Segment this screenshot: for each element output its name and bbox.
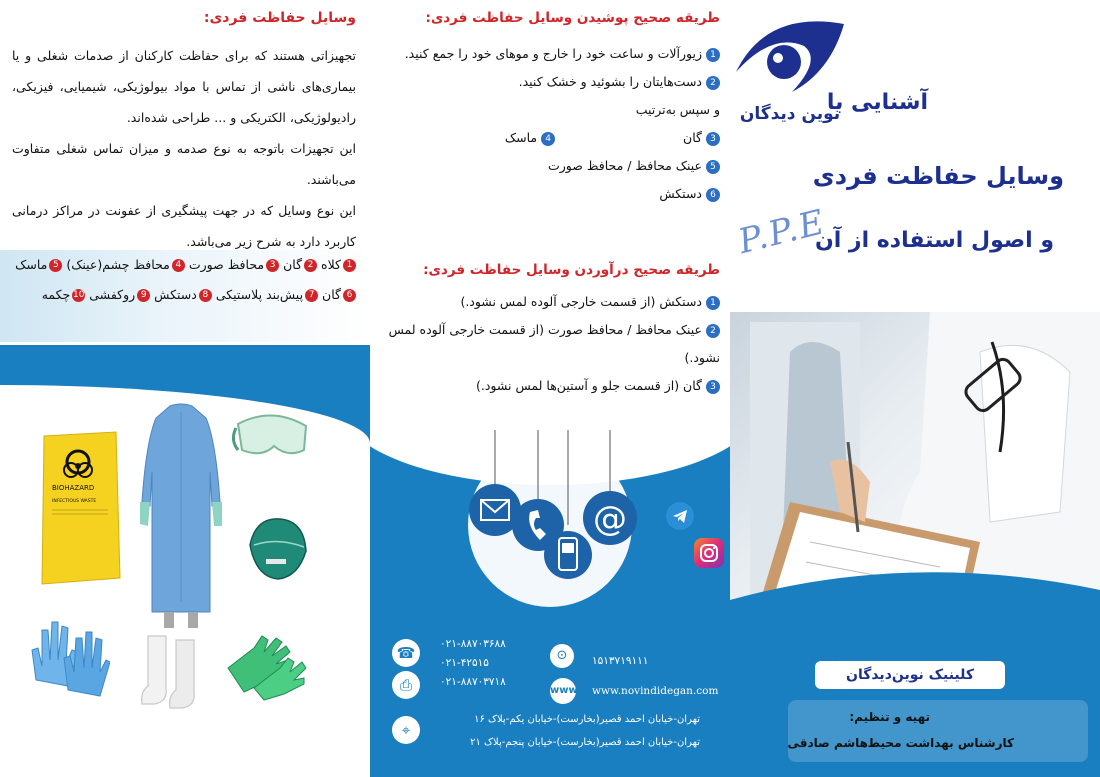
svg-text:@: @ [593,499,627,539]
list-item [380,372,720,400]
item-label: ماسک [15,257,48,272]
location-pin-icon: ⌖ [392,716,420,744]
green-gloves-image [224,628,308,702]
middle-panel [370,0,730,777]
contact-tags-graphic [450,430,650,630]
clinic-name-badge: کلینیک نوین‌دیدگان [815,661,1005,689]
item-label: چکمه [41,287,71,302]
address-line: تهران-خیابان احمد قصیر(بخارست)-خیابان پنجم-پلاک ۲۱ [470,737,700,748]
item-label: گان [283,257,303,272]
item-number: 6 [343,289,356,302]
list-item [66,257,185,272]
gown-image [136,402,226,632]
step-text: دست‌هایتان را بشوئید و خشک کنید. [518,74,702,89]
step-number: 4 [541,132,555,146]
list-item [283,257,317,272]
step-text: زیورآلات و ساعت خود را خارج و موهای خود را جمع کنید. [404,46,702,61]
list-item [15,257,62,272]
ppe-items-list [0,250,370,342]
donning-steps [380,40,720,208]
item-label: پیش‌بند پلاستیکی [215,287,304,302]
list-item [380,288,720,316]
credits-box [788,700,1088,762]
biohazard-label: BIOHAZARD [52,484,95,492]
shoe-covers-image [138,632,208,710]
donning-title: طریقه صحیح پوشیدن وسایل حفاظت فردی: [425,10,720,26]
list-item [154,287,212,302]
list-item [89,287,150,302]
website-link[interactable]: www.novindidegan.com [592,685,719,697]
definition-paragraph: تجهیزاتی هستند که برای حفاظت کارکنان از صدمات شغلی و یا بیماری‌های ناشی از تماس با مواد بیولوژیکی، شیمیایی، فیزیکی، رادیولوژیکی، الکتریکی و ... طراحی شده‌اند. [12,48,356,125]
prepared-label: تهیه و تنظیم: [849,710,930,724]
goggles-image [232,400,312,470]
address-line: تهران-خیابان احمد قصیر(بخارست)-خیابان یکم-پلاک ۱۶ [474,714,700,725]
phone-number: ۰۲۱-۸۸۷۰۳۷۱۸ [440,676,506,688]
list-item [216,287,318,302]
item-number: 3 [266,259,279,272]
item-label: گان [322,287,341,302]
definition-paragraph: این نوع وسایل که در جهت پیشگیری از عفونت در مراکز درمانی کاربرد دارد به شرح زیر می‌باشد. [12,203,356,249]
instagram-icon[interactable] [694,538,724,568]
step-number: 2 [706,324,720,338]
step-text: گان (از قسمت جلو و آستین‌ها لمس نشود.) [475,378,702,393]
author-name: هاشم صادقی [787,736,868,750]
step-number: 1 [706,48,720,62]
fax-icon: ⎙ [392,671,420,699]
step-text: ماسک [504,130,538,145]
item-label: محافظ صورت [188,257,265,272]
ppe-script-text: P.P.E [734,201,830,263]
step-text: عینک محافظ / محافظ صورت (از قسمت خارجی آلوده لمس نشود.) [388,322,720,365]
heading-sub: و اصول استفاده از آن [814,228,1054,253]
list-item [380,40,720,68]
heading-main: وسایل حفاظت فردی [812,162,1064,190]
step-text: دستکش [659,186,702,201]
sms-number: ۱۵۱۳۷۱۹۱۱۱ [592,655,649,667]
mask-image [246,515,310,585]
blue-gloves-image [28,610,110,700]
author-role: کارشناس بهداشت محیط [867,736,1014,750]
item-number: 10 [73,290,85,300]
logo-text: نوین دیدگان [739,104,841,124]
phone-number: ۰۲۱-۸۸۷۰۳۶۸۸ [440,638,506,650]
step-text: گان [683,130,702,145]
step-number: 3 [706,132,720,146]
list-item [189,257,279,272]
web-icon: www [550,678,576,704]
step-number: 3 [706,380,720,394]
biohazard-sublabel: INFECTIOUS WASTE [52,499,97,504]
list-item [380,316,720,372]
list-item [380,68,720,96]
definition-paragraph: این تجهیزات باتوجه به نوع صدمه و میزان تماس شغلی متفاوت می‌باشند. [12,141,356,187]
step-text: دستکش (از قسمت خارجی آلوده لمس نشود.) [460,294,702,309]
sms-pin-icon: ⊙ [550,644,574,668]
phone-number: ۰۲۱-۴۲۵۱۵ [440,657,489,669]
list-item [42,287,86,302]
list-item [380,180,720,208]
doffing-title: طریقه صحیح درآوردن وسایل حفاظت فردی: [423,262,720,278]
telegram-icon[interactable] [666,502,694,530]
item-number: 9 [137,289,150,302]
list-item [322,287,356,302]
step-number: 6 [706,188,720,202]
item-number: 1 [343,259,356,272]
eye-logo-icon [732,12,848,102]
item-label: دستکش [154,287,197,302]
telephone-icon: ☎ [392,639,420,667]
list-item [380,152,720,180]
donning-then: و سپس به‌ترتیب [635,102,720,117]
left-panel [0,0,370,777]
item-label: روکفشی [89,287,136,302]
list-item [380,124,720,152]
step-text: عینک محافظ / محافظ صورت [548,158,702,173]
ppe-definition-title: وسایل حفاظت فردی: [203,10,356,26]
item-label: محافظ چشم(عینک) [66,257,170,272]
heading-intro: آشنایی با [826,90,928,115]
step-number: 5 [706,160,720,174]
item-label: کلاه [321,257,341,272]
item-number: 2 [304,259,317,272]
item-number: 8 [199,289,212,302]
right-panel [730,0,1100,777]
item-number: 4 [172,259,185,272]
mobile-icon [544,531,592,579]
step-number: 1 [706,296,720,310]
item-number: 5 [49,259,62,272]
biohazard-bag-image [38,428,122,588]
at-icon [583,491,637,545]
list-item [321,257,356,272]
ppe-definition-body [12,40,356,257]
step-number: 2 [706,76,720,90]
ppe-items-row [4,250,356,280]
ppe-items-row [4,280,356,310]
item-number: 7 [305,289,318,302]
